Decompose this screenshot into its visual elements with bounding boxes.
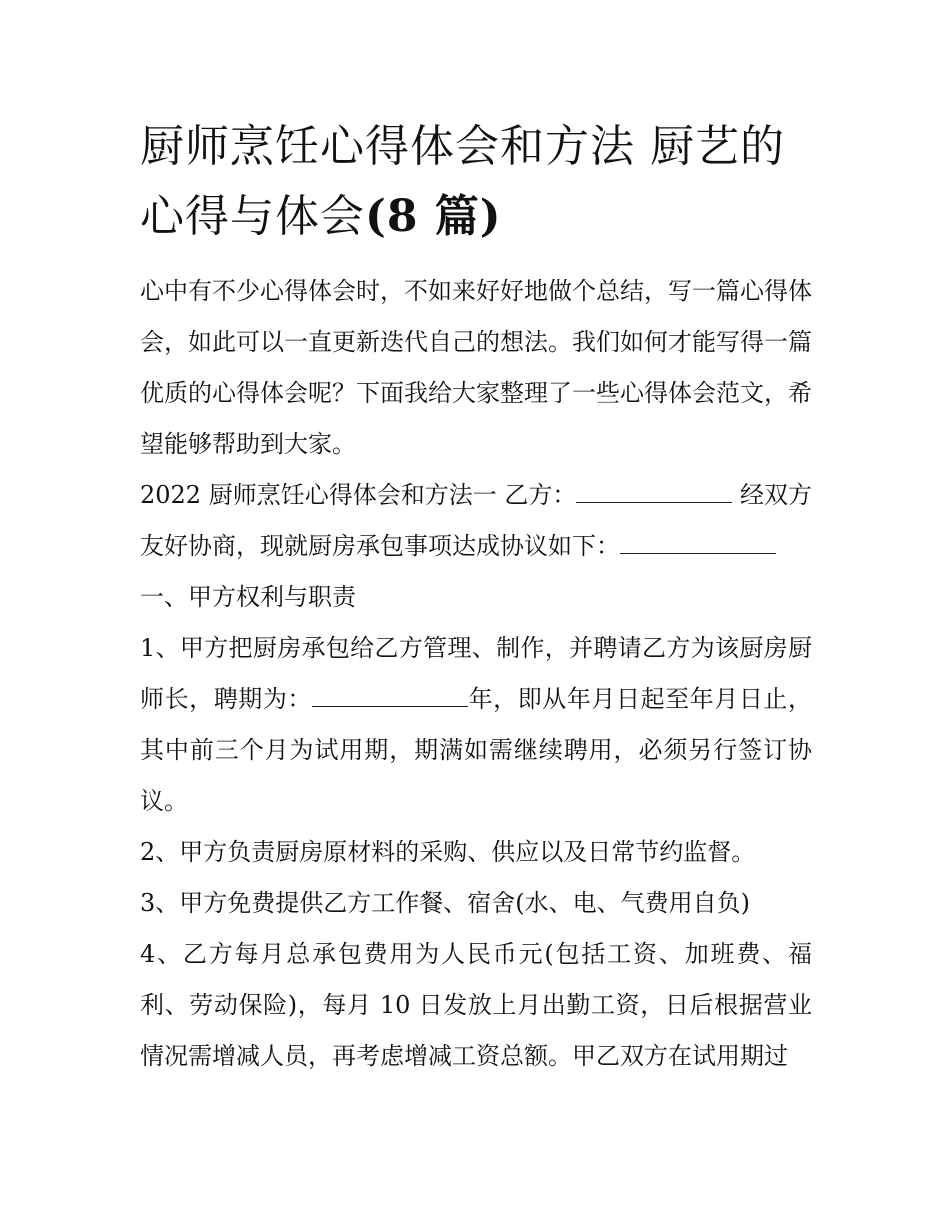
document-body	[140, 112, 812, 1082]
title-count: (8 篇)	[365, 191, 502, 242]
clause-1	[140, 623, 812, 827]
agreement-paragraph	[140, 470, 812, 572]
clause-4: 4、乙方每月总承包费用为人民币元(包括工资、加班费、福利、劳动保险)，每月 10 日发放上月出勤工资，日后根据营业情况需增减人员，再考虑增减工资总额。甲乙双方在试用期过	[140, 940, 812, 1070]
clause-1-text-end: 年，即从年月日起至年月日止，其中前三个月为试用期，期满如需继续聘用，必须另行签订协议。	[140, 685, 812, 815]
term-blank	[312, 676, 468, 707]
clause-1-text-start: 1、甲方把厨房承包给乙方管理、制作，并聘请乙方为该厨房厨师长，聘期为：	[140, 634, 812, 713]
intro-paragraph: 心中有不少心得体会时，不如来好好地做个总结，写一篇心得体会，如此可以一直更新迭代自己的想法。我们如何才能写得一篇优质的心得体会呢？下面我给大家整理了一些心得体会范文，希望能够帮助到大家。	[140, 277, 812, 458]
clause-2: 2、甲方负责厨房原材料的采购、供应以及日常节约监督。	[140, 838, 756, 866]
agreement-text-start: 2022 厨师烹饪心得体会和方法一 乙方：	[140, 481, 577, 509]
document-title	[140, 112, 812, 252]
title-text: 厨师烹饪心得体会和方法 厨艺的心得与体会	[140, 121, 785, 242]
section-heading: 一、甲方权利与职责	[140, 583, 356, 611]
party-b-blank	[576, 472, 732, 503]
agreement-text-end: 经双方友好协商，现就厨房承包事项达成协议如下：	[140, 481, 812, 560]
clause-3: 3、甲方免费提供乙方工作餐、宿舍(水、电、气费用自负)	[140, 889, 750, 917]
agreement-blank	[620, 523, 776, 554]
